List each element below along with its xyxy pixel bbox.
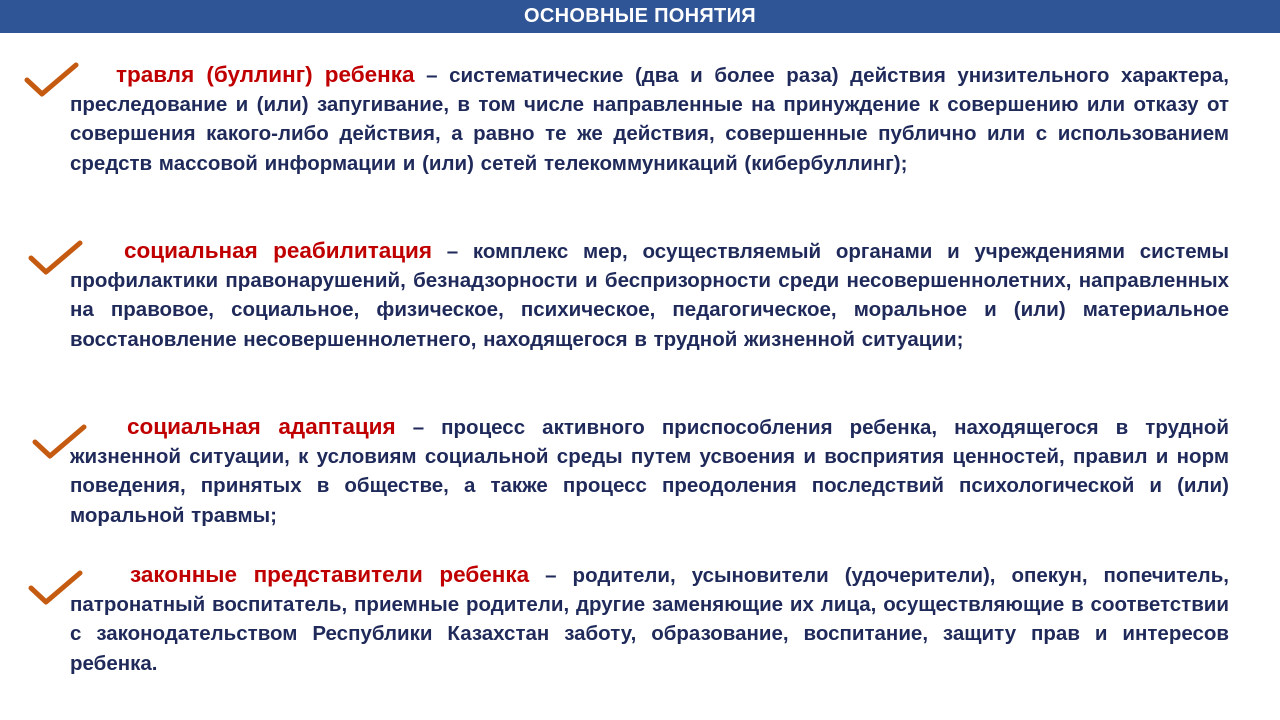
definition-text: – родители, усыновители (удочерители), опекун, попечитель, патронатный воспитатель, приемные родители, другие заменяющие их лица, осуществляющие в соответствии с законодательством Республики Казахстан заботу, образование, воспитание, защиту прав и интересов ребенка. <box>70 564 1229 675</box>
slide-header <box>0 0 1280 33</box>
definition-text: – комплекс мер, осуществляемый органами и учреждениями системы профилактики правонарушений, безнадзорности и беспризорности среди несовершеннолетних, направленных на правовое, социальное, физическое, психическое, педагогическое, моральное и (или) материальное восстановление несовершеннолетнего, находящегося в трудной жизненной ситуации; <box>70 240 1229 351</box>
definition-term: социальная реабилитация <box>124 238 433 263</box>
definition-term: законные представители ребенка <box>130 562 530 587</box>
definition-item <box>70 236 1229 354</box>
definition-item <box>70 412 1229 530</box>
definition-paragraph <box>70 412 1229 530</box>
definition-text: – систематические (два и более раза) действия унизительного характера, преследование и (или) запугивание, в том числе направленные на принуждение к совершению или отказу от совершения какого-либо действия, а равно те же действия, совершенные публично или с использованием средств массовой информации и (или) сетей телекоммуникаций (кибербуллинг); <box>70 64 1229 175</box>
slide-title: ОСНОВНЫЕ ПОНЯТИЯ <box>524 5 756 27</box>
definition-item <box>70 60 1229 178</box>
definition-term: социальная адаптация <box>127 414 396 439</box>
definition-paragraph <box>70 60 1229 178</box>
definition-paragraph <box>70 236 1229 354</box>
definition-term: травля (буллинг) ребенка <box>116 62 415 87</box>
definition-text: – процесс активного приспособления ребенка, находящегося в трудной жизненной ситуации, к условиям социальной среды путем усвоения и восприятия ценностей, правил и норм поведения, принятых в обществе, а также процесс преодоления последствий психологической и (или) моральной травмы; <box>70 416 1229 527</box>
definition-item <box>70 560 1229 678</box>
definition-paragraph <box>70 560 1229 678</box>
